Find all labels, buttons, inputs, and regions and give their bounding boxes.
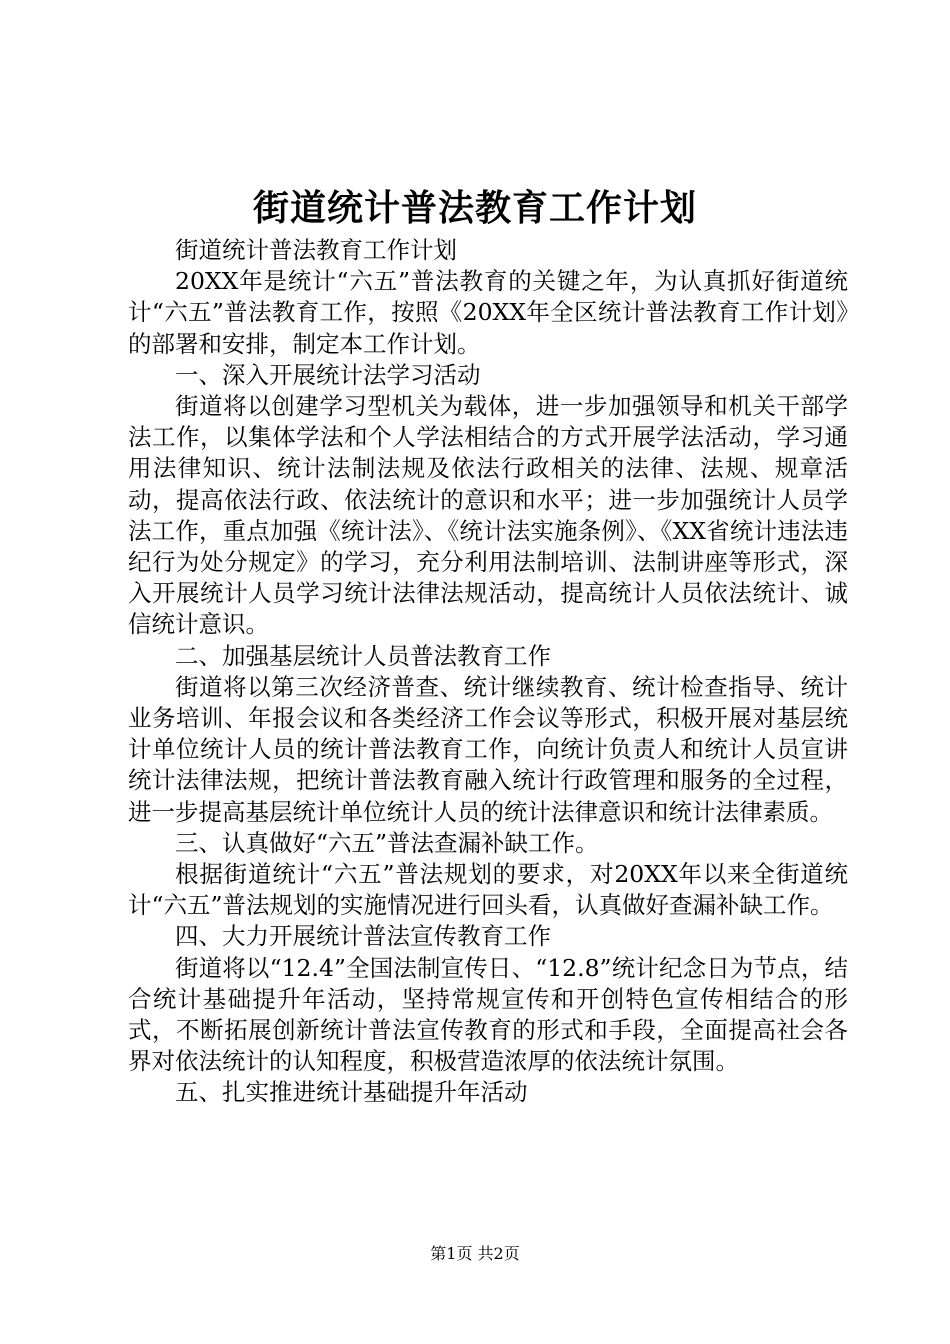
section-body-4: 街道将以“12.4”全国法制宣传日、“12.8”统计纪念日为节点，结合统计基础提升年活动，坚持常规宣传和开创特色宣传相结合的形式，不断拓展创新统计普法宣传教育的形式和手段，全面提高社会各界对依法统计的认知程度，积极营造浓厚的依法统计氛围。 — [128, 953, 848, 1076]
section-heading-2: 二、加强基层统计人员普法教育工作 — [175, 641, 551, 670]
document-body — [128, 235, 848, 1109]
section-heading-5: 五、扎实推进统计基础提升年活动 — [175, 1078, 528, 1107]
document-title: 街道统计普法教育工作计划 — [252, 187, 697, 229]
page-number-footer: 第1页 共2页 — [430, 1244, 520, 1263]
section-heading-1: 一、深入开展统计法学习活动 — [175, 360, 481, 389]
section-body-3: 根据街道统计“六五”普法规划的要求，对20XX年以来全街道统计“六五”普法规划的实施情况进行回头看，认真做好查漏补缺工作。 — [128, 860, 848, 920]
section-body-2: 街道将以第三次经济普查、统计继续教育、统计检查指导、统计业务培训、年报会议和各类经济工作会议等形式，积极开展对基层统计单位统计人员的统计普法教育工作，向统计负责人和统计人员宣讲统计法律法规，把统计普法教育融入统计行政管理和服务的全过程，进一步提高基层统计单位统计人员的统计法律意识和统计法律素质。 — [128, 672, 848, 826]
section-heading-4: 四、大力开展统计普法宣传教育工作 — [175, 922, 551, 951]
section-body-1: 街道将以创建学习型机关为载体，进一步加强领导和机关干部学法工作，以集体学法和个人学法相结合的方式开展学法活动，学习通用法律知识、统计法制法规及依法行政相关的法律、法规、规章活动，提高依法行政、依法统计的意识和水平；进一步加强统计人员学法工作，重点加强《统计法》、《统计法实施条例》、《XX省统计违法违纪行为处分规定》的学习，充分利用法制培训、法制讲座等形式，深入开展统计人员学习统计法律法规活动，提高统计人员依法统计、诚信统计意识。 — [128, 392, 848, 639]
section-heading-3: 三、认真做好“六五”普法查漏补缺工作。 — [175, 828, 599, 857]
intro-paragraph: 20XX年是统计“六五”普法教育的关键之年，为认真抓好街道统计“六五”普法教育工作，按照《20XX年全区统计普法教育工作计划》的部署和安排，制定本工作计划。 — [128, 267, 848, 358]
subtitle-paragraph: 街道统计普法教育工作计划 — [175, 236, 457, 264]
